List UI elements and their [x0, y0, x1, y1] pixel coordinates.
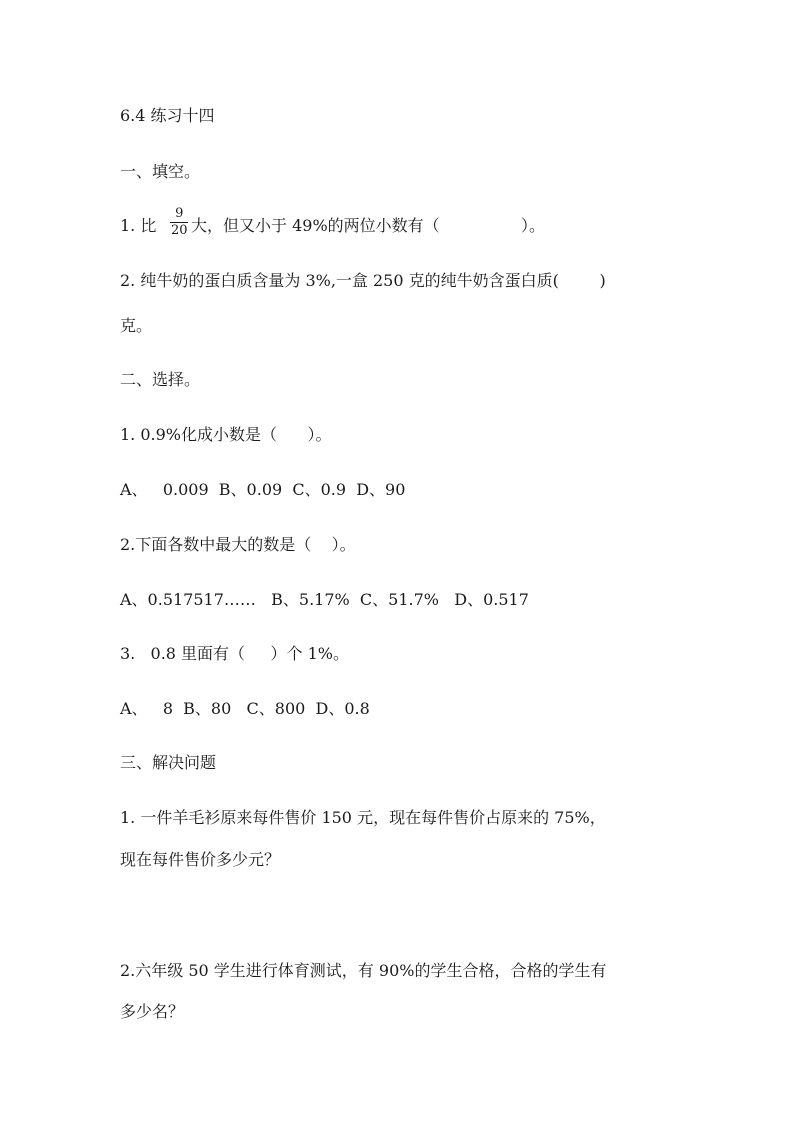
fraction-nine-twentieths: [170, 207, 189, 238]
fraction-denominator: 20: [171, 223, 188, 238]
fill-question-1-prefix: 1. 比: [120, 216, 157, 235]
solve-question-1-line-2: 现在每件售价多少元？: [120, 850, 281, 869]
section-heading-solve: 三、解决问题: [120, 753, 217, 772]
fraction-numerator: 9: [175, 206, 184, 221]
solve-question-1-line-1: 1. 一件羊毛衫原来每件售价 150 元，现在每件售价占原来的 75%，: [120, 808, 606, 827]
choice-question-2-options: A、0.517517…… B、5.17% C、51.7% D、0.517: [120, 590, 529, 609]
fill-question-1-suffix: 大，但又小于 49%的两位小数有（ ）。: [191, 216, 546, 235]
fill-question-2-line-1: 2. 纯牛奶的蛋白质含量为 3%,一盒 250 克的纯牛奶含蛋白质( ): [120, 271, 606, 290]
solve-question-2-line-2: 多少名？: [120, 1002, 185, 1021]
solve-question-2-line-1: 2.六年级 50 学生进行体育测试，有 90%的学生合格，合格的学生有: [120, 961, 607, 980]
fill-question-2-line-2: 克。: [120, 316, 153, 335]
section-heading-choice: 二、选择。: [120, 370, 201, 389]
choice-question-2: 2.下面各数中最大的数是（ ）。: [120, 535, 356, 554]
choice-question-1-options: A、 0.009 B、0.09 C、0.9 D、90: [120, 480, 406, 499]
choice-question-3-options: A、 8 B、80 C、800 D、0.8: [120, 699, 370, 718]
choice-question-3: 3. 0.8 里面有（ ）个 1%。: [120, 644, 349, 663]
choice-question-1: 1. 0.9%化成小数是（ ）。: [120, 425, 332, 444]
section-heading-fill: 一、填空。: [120, 162, 201, 181]
page-title: 6.4 练习十四: [120, 106, 215, 125]
